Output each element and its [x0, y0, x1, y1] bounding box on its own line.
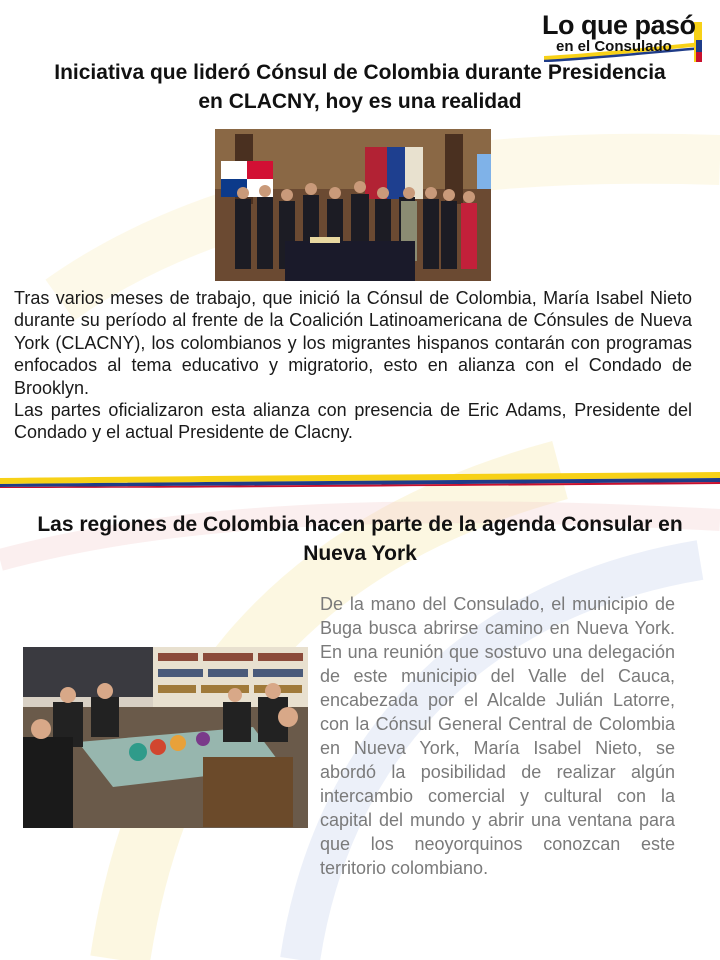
article1-body [14, 287, 692, 444]
flag-stripe-divider [0, 472, 720, 488]
article1-title: Iniciativa que lideró Cónsul de Colombia durante Presidencia en CLACNY, hoy es una realidad [54, 61, 666, 113]
photo-meeting [23, 647, 308, 828]
logo-title: Lo que pasó [542, 10, 696, 40]
article1-paragraph2: Las partes oficializaron esta alianza con presencia de Eric Adams, Presidente del Condado y el actual Presidente de Clacny. [14, 400, 692, 443]
article2-body: De la mano del Consulado, el municipio de Buga busca abrirse camino en Nueva York. En una reunión que sostuvo una delegación de este municipio del Valle del Cauca, encabezada por el Alcalde Julián Latorre, con la Cónsul General Central de Colombia en Nueva York, María Isabel Nieto, se abordó la posibilidad de realizar algún intercambio comercial y cultural con la capital del mundo y abrir una ventana para que los neoyorquinos conozcan este territorio colombiano. [320, 594, 675, 878]
article2-photo [23, 647, 308, 828]
article1-photo [215, 129, 491, 281]
photo-official-group [215, 129, 491, 281]
logo-subtitle: en el Consulado [556, 38, 672, 55]
logo [542, 10, 702, 60]
article1-paragraph1: Tras varios meses de trabajo, que inició la Cónsul de Colombia, María Isabel Nieto durante su período al frente de la Coalición Latinoamericana de Cónsules de Nueva York (CLACNY), los colombianos y los migrantes hispanos contarán con programas enfocados al tema educativo y migratorio, esto en alianza con el Condado de Brooklyn. [14, 288, 692, 398]
article2-title: Las regiones de Colombia hacen parte de la agenda Consular en Nueva York [37, 513, 683, 565]
